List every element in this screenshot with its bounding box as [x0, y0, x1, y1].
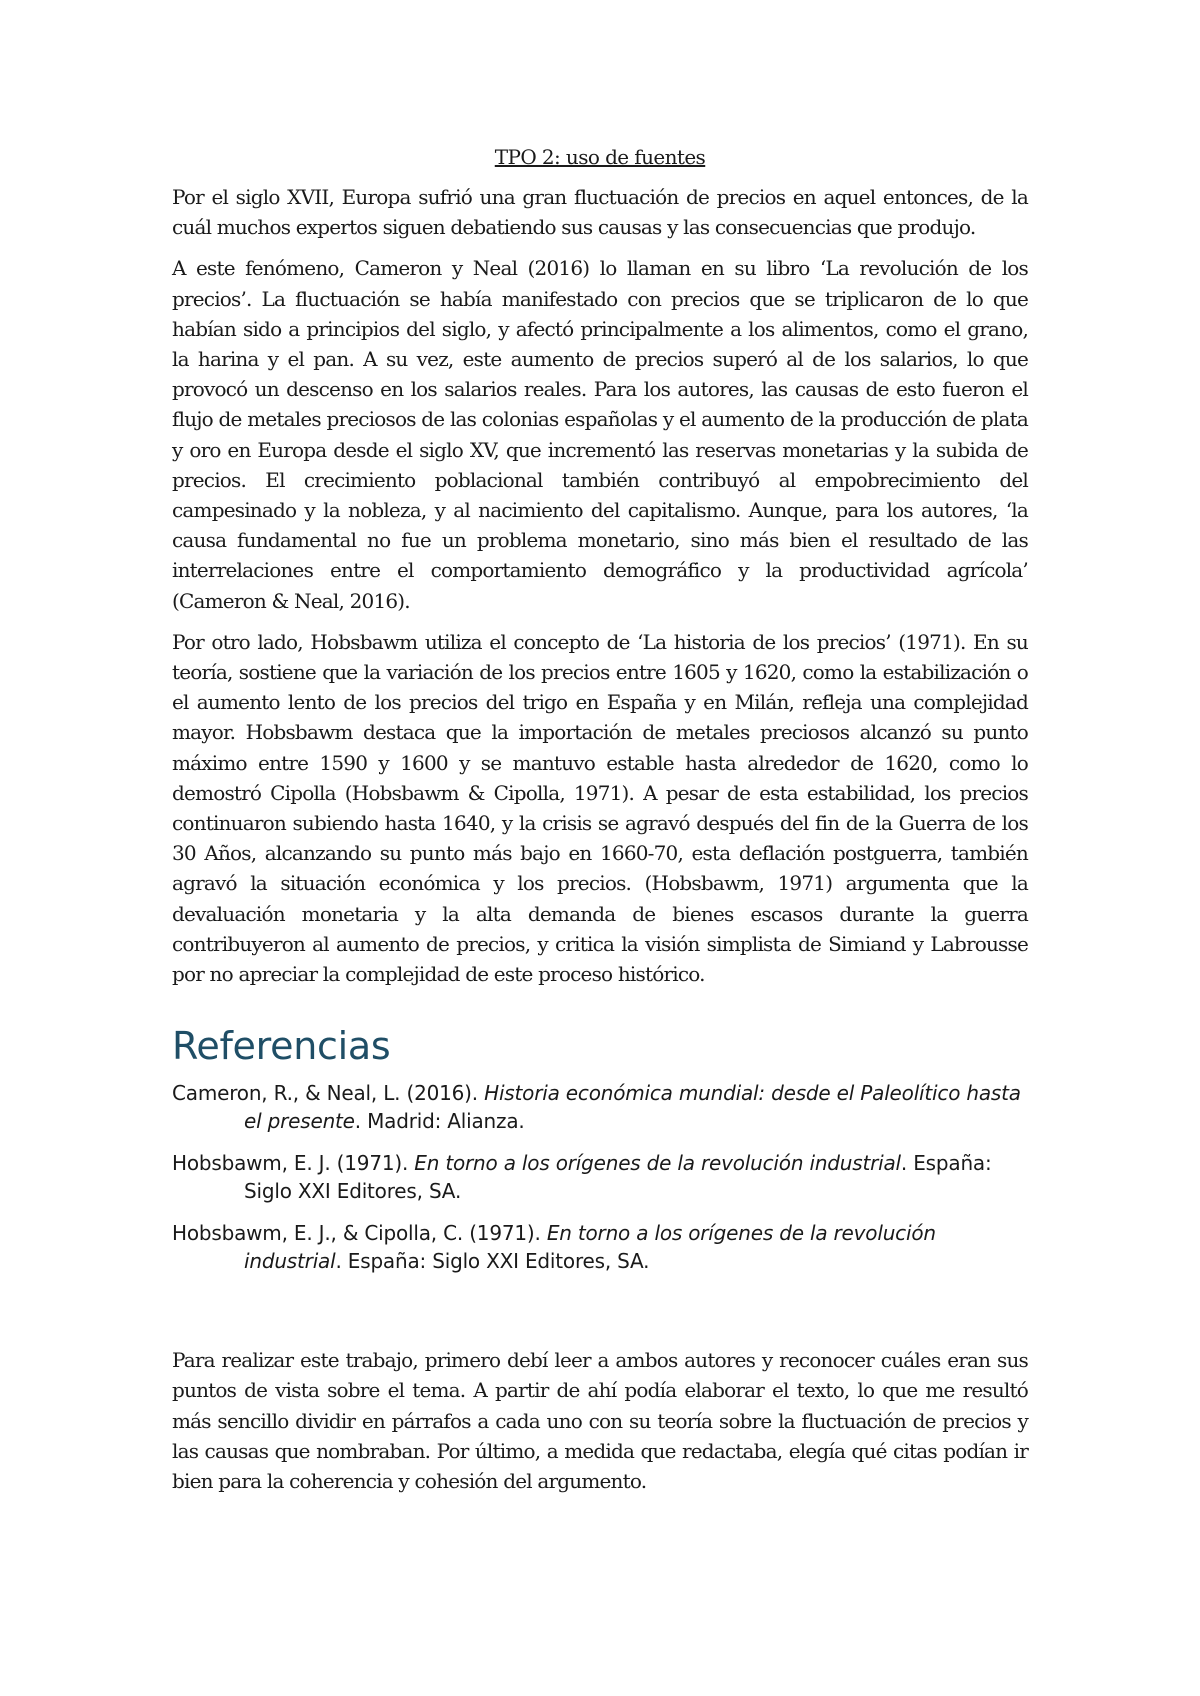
- reference-entry: [172, 1219, 1028, 1275]
- reference-publisher: . España: Siglo XXI Editores, SA.: [244, 1151, 992, 1204]
- references-heading: Referencias: [172, 1024, 391, 1069]
- reference-title: Historia económica mundial: desde el Paleolítico hasta el presente: [244, 1081, 1021, 1134]
- reference-publisher: . España: Siglo XXI Editores, SA.: [335, 1249, 650, 1274]
- paragraph-closing: Para realizar este trabajo, primero debí leer a ambos autores y reconocer cuáles eran sus puntos de vista sobre el tema. A partir de ahí podía elaborar el texto, lo que me resultó más sencillo dividir en párrafos a cada uno con su teoría sobre la fluctuación de precios y las causas que nombraban. Por último, a medida que redactaba, elegía qué citas podían ir bien para la coherencia y cohesión del argumento.: [172, 1348, 1028, 1494]
- reference-title: En torno a los orígenes de la revolución industrial: [244, 1221, 936, 1274]
- reference-authors: Cameron, R., & Neal, L. (2016).: [172, 1081, 485, 1106]
- section-spacer: [172, 1289, 1028, 1345]
- document-body: [172, 142, 1028, 1507]
- reference-entry: [172, 1149, 1028, 1205]
- reference-title: En torno a los orígenes de la revolución industrial: [414, 1151, 901, 1176]
- reference-entry: [172, 1079, 1028, 1135]
- reference-authors: Hobsbawm, E. J., & Cipolla, C. (1971).: [172, 1221, 547, 1246]
- document-title: TPO 2: uso de fuentes: [494, 145, 706, 169]
- paragraph-cameron-neal: A este fenómeno, Cameron y Neal (2016) lo llaman en su libro ‘La revolución de los precios’. La fluctuación se había manifestado con precios que se triplicaron de lo que habían sido a principios del siglo, y afectó principalmente a los alimentos, como el grano, la harina y el pan. A su vez, este aumento de precios superó al de los salarios, lo que provocó un descenso en los salarios reales. Para los autores, las causas de esto fueron el flujo de metales preciosos de las colonias españolas y el aumento de la producción de plata y oro en Europa desde el siglo XV, que incrementó las reservas monetarias y la subida de precios. El crecimiento poblacional también contribuyó al empobrecimiento del campesinado y la nobleza, y al nacimiento del capitalismo. Aunque, para los autores, ‘la causa fundamental no fue un problema monetario, sino más bien el resultado de las interrelaciones entre el comportamiento demográfico y la productividad agrícola’ (Cameron & Neal, 2016).: [172, 256, 1028, 613]
- reference-authors: Hobsbawm, E. J. (1971).: [172, 1151, 415, 1176]
- paragraph-hobsbawm: Por otro lado, Hobsbawm utiliza el concepto de ‘La historia de los precios’ (1971). En su teoría, sostiene que la variación de los precios entre 1605 y 1620, como la estabilización o el aumento lento de los precios del trigo en España y en Milán, refleja una complejidad mayor. Hobsbawm destaca que la importación de metales preciosos alcanzó su punto máximo entre 1590 y 1600 y se mantuvo estable hasta alrededor de 1620, como lo demostró Cipolla (Hobsbawm & Cipolla, 1971). A pesar de esta estabilidad, los precios continuaron subiendo hasta 1640, y la crisis se agravó después del fin de la Guerra de los 30 Años, alcanzando su punto más bajo en 1660-70, esta deflación postguerra, también agravó la situación económica y los precios. (Hobsbawm, 1971) argumenta que la devaluación monetaria y la alta demanda de bienes escasos durante la guerra contribuyeron al aumento de precios, y critica la visión simplista de Simiand y Labrousse por no apreciar la complejidad de este proceso histórico.: [172, 629, 1028, 987]
- reference-publisher: . Madrid: Alianza.: [354, 1109, 525, 1134]
- paragraph-intro: Por el siglo XVII, Europa sufrió una gran fluctuación de precios en aquel entonces, de la cuál muchos expertos siguen debatiendo sus causas y las consecuencias que produjo.: [172, 185, 1028, 240]
